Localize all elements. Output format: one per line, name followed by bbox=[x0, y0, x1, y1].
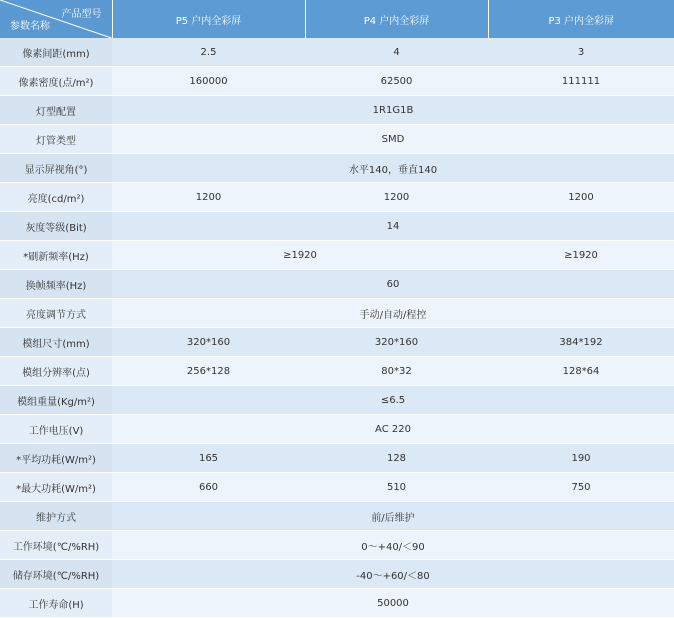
value-p3: 3 bbox=[488, 38, 674, 67]
value-p5: 320*160 bbox=[112, 328, 305, 357]
table-row bbox=[0, 386, 674, 415]
product-header-p3: P3 户内全彩屏 bbox=[488, 0, 674, 38]
table-row bbox=[0, 241, 674, 270]
value-p3: 750 bbox=[488, 473, 674, 502]
param-name: *刷新频率(Hz) bbox=[0, 241, 112, 270]
param-name: *平均功耗(W/m²) bbox=[0, 444, 112, 473]
value-all: 60 bbox=[112, 270, 674, 299]
product-model-label: 产品型号 bbox=[61, 9, 102, 20]
value-p4: 62500 bbox=[305, 67, 488, 96]
table-row bbox=[0, 415, 674, 444]
param-name: 亮度(cd/m²) bbox=[0, 183, 112, 212]
param-name: 显示屏视角(°) bbox=[0, 154, 112, 183]
table-row bbox=[0, 531, 674, 560]
value-p4: 320*160 bbox=[305, 328, 488, 357]
value-p4: 4 bbox=[305, 38, 488, 67]
value-p4: 128 bbox=[305, 444, 488, 473]
table-row bbox=[0, 473, 674, 502]
table-row bbox=[0, 444, 674, 473]
value-p3: ≥1920 bbox=[488, 241, 674, 270]
value-p3: 190 bbox=[488, 444, 674, 473]
header-row bbox=[0, 0, 674, 38]
value-p5: 256*128 bbox=[112, 357, 305, 386]
table-row bbox=[0, 67, 674, 96]
param-name: 亮度调节方式 bbox=[0, 299, 112, 328]
table-row bbox=[0, 154, 674, 183]
table-row bbox=[0, 560, 674, 589]
table-row bbox=[0, 270, 674, 299]
param-name: 工作电压(V) bbox=[0, 415, 112, 444]
table-row bbox=[0, 328, 674, 357]
value-all: 50000 bbox=[112, 589, 674, 618]
param-name: 模组分辨率(点) bbox=[0, 357, 112, 386]
param-name: 模组尺寸(mm) bbox=[0, 328, 112, 357]
value-p5: 160000 bbox=[112, 67, 305, 96]
value-p4: 80*32 bbox=[305, 357, 488, 386]
value-p4: 1200 bbox=[305, 183, 488, 212]
table-row bbox=[0, 96, 674, 125]
param-name: 维护方式 bbox=[0, 502, 112, 531]
param-name: 灯型配置 bbox=[0, 96, 112, 125]
value-p3: 111111 bbox=[488, 67, 674, 96]
param-name: 像素间距(mm) bbox=[0, 38, 112, 67]
product-header-p4: P4 户内全彩屏 bbox=[305, 0, 488, 38]
value-all: 手动/自动/程控 bbox=[112, 299, 674, 328]
param-name: 模组重量(Kg/m²) bbox=[0, 386, 112, 415]
param-name: 储存环境(℃/%RH) bbox=[0, 560, 112, 589]
value-all: AC 220 bbox=[112, 415, 674, 444]
table-row bbox=[0, 589, 674, 618]
table-row bbox=[0, 125, 674, 154]
value-p5-p4: ≥1920 bbox=[112, 241, 488, 270]
value-all: 1R1G1B bbox=[112, 96, 674, 125]
table-row bbox=[0, 299, 674, 328]
param-name: 像素密度(点/m²) bbox=[0, 67, 112, 96]
table-row bbox=[0, 357, 674, 386]
table-row bbox=[0, 212, 674, 241]
table-row bbox=[0, 183, 674, 212]
param-name: 灰度等级(Bit) bbox=[0, 212, 112, 241]
value-all: SMD bbox=[112, 125, 674, 154]
value-all: 0～+40/＜90 bbox=[112, 531, 674, 560]
table-row bbox=[0, 38, 674, 67]
product-header-p5: P5 户内全彩屏 bbox=[112, 0, 305, 38]
value-all: 14 bbox=[112, 212, 674, 241]
value-p3: 1200 bbox=[488, 183, 674, 212]
value-p5: 660 bbox=[112, 473, 305, 502]
value-p3: 384*192 bbox=[488, 328, 674, 357]
param-name-label: 参数名称 bbox=[10, 21, 50, 32]
param-name: 换帧频率(Hz) bbox=[0, 270, 112, 299]
value-all: ≤6.5 bbox=[112, 386, 674, 415]
value-p4: 510 bbox=[305, 473, 488, 502]
value-p3: 128*64 bbox=[488, 357, 674, 386]
header-corner bbox=[0, 0, 112, 38]
value-p5: 1200 bbox=[112, 183, 305, 212]
param-name: 工作环境(℃/%RH) bbox=[0, 531, 112, 560]
value-p5: 2.5 bbox=[112, 38, 305, 67]
value-all: 前/后维护 bbox=[112, 502, 674, 531]
param-name: 灯管类型 bbox=[0, 125, 112, 154]
param-name: 工作寿命(H) bbox=[0, 589, 112, 618]
param-name: *最大功耗(W/m²) bbox=[0, 473, 112, 502]
value-all: -40～+60/＜80 bbox=[112, 560, 674, 589]
value-all: 水平140，垂直140 bbox=[112, 154, 674, 183]
value-p5: 165 bbox=[112, 444, 305, 473]
table-row bbox=[0, 502, 674, 531]
